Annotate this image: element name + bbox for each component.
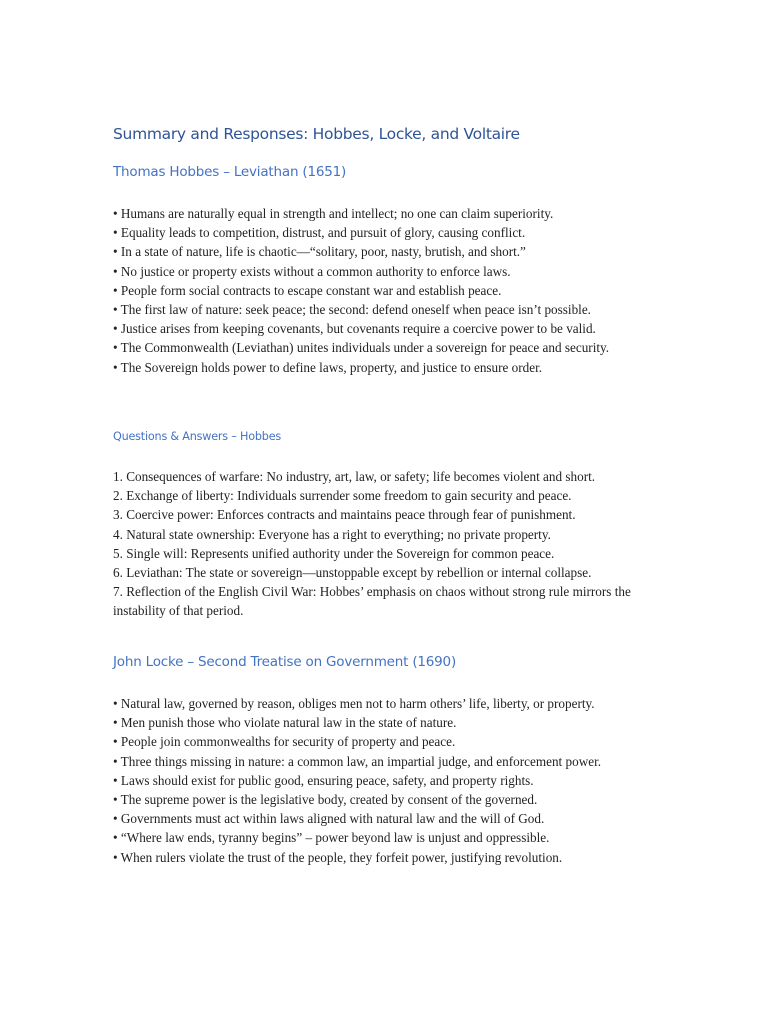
list-item: • Humans are naturally equal in strength and intellect; no one can claim superiority.: [113, 206, 554, 221]
list-item: • When rulers violate the trust of the people, they forfeit power, justifying revolution.: [113, 849, 563, 865]
list-item: 5. Single will: Represents unified authority under the Sovereign for common peace.: [113, 545, 555, 561]
list-item: • No justice or property exists without a common authority to enforce laws.: [113, 263, 511, 279]
list-item: • Equality leads to competition, distrust, and pursuit of glory, causing conflict.: [113, 225, 526, 241]
list-item: • Justice arises from keeping covenants, but covenants require a coercive power to be valid.: [113, 321, 596, 337]
list-item: • People form social contracts to escape constant war and establish peace.: [113, 282, 502, 298]
list-item: 2. Exchange of liberty: Individuals surrender some freedom to gain security and peace.: [113, 488, 572, 504]
list-item: • In a state of nature, life is chaotic—“solitary, poor, nasty, brutish, and short.”: [113, 244, 526, 260]
list-item: • The supreme power is the legislative body, created by consent of the governed.: [113, 792, 538, 808]
list-item: • Three things missing in nature: a common law, an impartial judge, and enforcement power.: [113, 753, 602, 769]
locke-summary-list: [113, 694, 673, 867]
document-title: Summary and Responses: Hobbes, Locke, and Voltaire: [113, 125, 520, 143]
list-item: 7. Reflection of the English Civil War: Hobbes’ emphasis on chaos without strong rule mirrors the instability of that period.: [113, 584, 631, 619]
list-item: • “Where law ends, tyranny begins” – power beyond law is unjust and oppressible.: [113, 830, 550, 846]
hobbes-qa-list: [113, 467, 673, 621]
hobbes-qa-heading: Questions & Answers – Hobbes: [113, 430, 282, 443]
list-item: • The Commonwealth (Leviathan) unites individuals under a sovereign for peace and security.: [113, 340, 610, 356]
list-item: • Natural law, governed by reason, obliges men not to harm others’ life, liberty, or property.: [113, 696, 595, 711]
list-item: 1. Consequences of warfare: No industry, art, law, or safety; life becomes violent and short.: [113, 469, 596, 484]
locke-heading: John Locke – Second Treatise on Government (1690): [113, 654, 457, 670]
hobbes-heading: Thomas Hobbes – Leviathan (1651): [113, 164, 347, 180]
list-item: • The Sovereign holds power to define laws, property, and justice to ensure order.: [113, 359, 543, 375]
list-item: • People join commonwealths for security of property and peace.: [113, 734, 456, 750]
list-item: • Men punish those who violate natural law in the state of nature.: [113, 715, 457, 731]
list-item: • Governments must act within laws aligned with natural law and the will of God.: [113, 811, 545, 827]
list-item: 3. Coercive power: Enforces contracts and maintains peace through fear of punishment.: [113, 507, 576, 523]
list-item: • Laws should exist for public good, ensuring peace, safety, and property rights.: [113, 772, 534, 788]
list-item: 4. Natural state ownership: Everyone has a right to everything; no private property.: [113, 526, 551, 542]
hobbes-summary-list: [113, 204, 673, 377]
list-item: • The first law of nature: seek peace; the second: defend oneself when peace isn’t possible.: [113, 302, 591, 318]
list-item: 6. Leviathan: The state or sovereign—unstoppable except by rebellion or internal collapse.: [113, 565, 592, 581]
